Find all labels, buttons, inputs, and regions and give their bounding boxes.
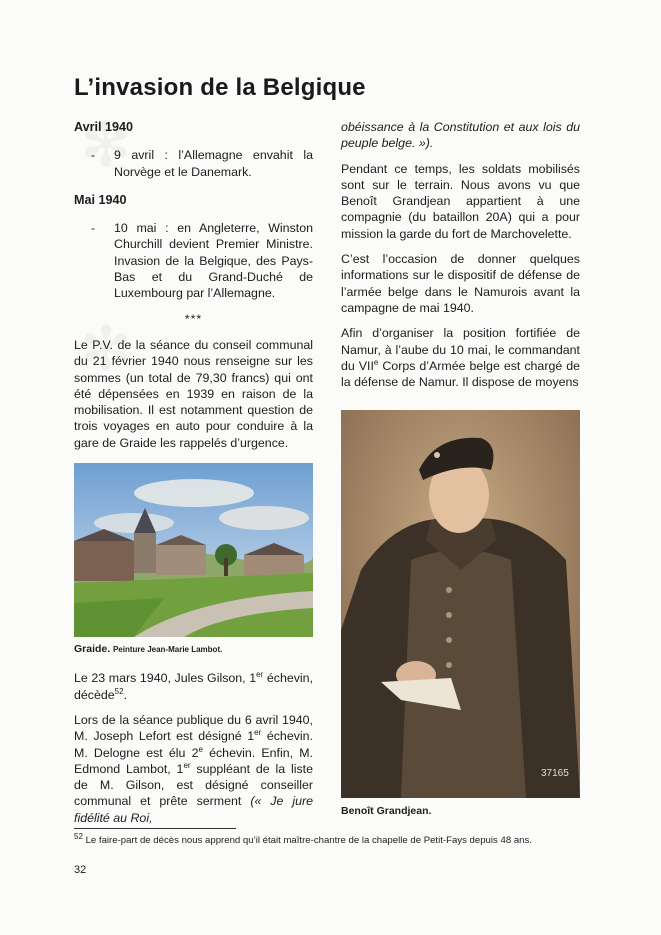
right-column <box>341 119 580 399</box>
footnote-number: 52 <box>74 831 83 841</box>
text-span: Lors de la séance publique du 6 avril 1940, M. Joseph Lefort est désigné 1 <box>74 712 313 744</box>
bullet-dash: - <box>91 148 96 163</box>
superscript: e <box>373 357 379 367</box>
footnote <box>74 831 594 846</box>
paragraph-namur <box>341 325 580 390</box>
portrait-number: 37165 <box>541 768 569 779</box>
text-span: Corps d’Armée belge est chargé de la défense de Namur. Il dispose de moyens <box>341 358 581 390</box>
text-span: échevin. Enfin, M. Edmond Lambot, 1 <box>74 745 313 776</box>
left-column <box>74 119 313 835</box>
portrait-caption: Benoît Grandjean. <box>341 805 432 817</box>
soldier-portrait <box>341 410 580 798</box>
footnote-text: Le faire-part de décès nous apprend qu’il était maître-chantre de la chapelle de Petit-Fays depuis 48 ans. <box>82 835 532 846</box>
text-span: Le 23 mars 1940, Jules Gilson, 1 <box>74 671 257 686</box>
paragraph-seance-avril <box>74 712 313 826</box>
text-span: échevin, décède <box>74 671 314 702</box>
heading-avril-1940: Avril 1940 <box>74 120 134 134</box>
heading-mai-1940: Mai 1940 <box>74 192 127 207</box>
caption-place: Graide. <box>74 643 111 656</box>
footnote-divider <box>74 828 236 829</box>
text-span: échevin. M. Delogne est élu 2 <box>74 729 313 760</box>
village-painting <box>74 463 313 637</box>
bullet-text: 10 mai : en Angleterre, Winston Churchill devient Premier Ministre. Invasion de la Belgique, des Pays-Bas et du Grand-Duché de Luxembourg par l’Allemagne. <box>114 221 313 301</box>
text-span: Afin d’organiser la position fortifiée de Namur, à l’aube du 10 mai, le commandant du VII <box>341 326 580 373</box>
superscript: er <box>256 670 264 680</box>
paragraph-oath-end: obéissance à la Constitution et aux lois du peuple belge. »). <box>341 120 580 151</box>
oath-quote: (« Je jure fidélité au Roi, <box>74 794 313 825</box>
superscript: er <box>254 728 262 738</box>
village-caption <box>74 641 313 658</box>
superscript: er <box>183 760 191 770</box>
bullet-item <box>74 147 313 180</box>
text-span: suppléant de la liste de M. Gilson, est désigné conseiller communal et prête serment <box>74 761 313 809</box>
footnote-ref[interactable]: 52 <box>114 686 124 696</box>
soldier-portrait-image <box>341 410 580 798</box>
section-separator: *** <box>184 311 203 326</box>
text-span: . <box>123 687 128 702</box>
bullet-item <box>74 220 313 301</box>
superscript: e <box>198 744 203 754</box>
page-number: 32 <box>74 864 87 876</box>
caption-credit: Peinture Jean-Marie Lambot. <box>112 645 223 655</box>
paragraph-dispositif: C’est l’occasion de donner quelques informations sur le dispositif de défense de l’armée belge dans le Namurois avant la campagne de mai 1940. <box>341 252 580 315</box>
bullet-dash: - <box>91 221 96 236</box>
village-painting-image <box>74 463 313 637</box>
paragraph-soldats: Pendant ce temps, les soldats mobilisés sont sur le terrain. Nous avons vu que Benoît Grandjean appartient à une compagnie (du bataillon 20A) qui a pour mission la garde du fort de Marchovelette. <box>341 161 580 241</box>
page-title: L’invasion de la Belgique <box>74 74 366 101</box>
paragraph-pv-seance: Le P.V. de la séance du conseil communal du 21 février 1940 nous renseigne sur les sommes (un total de 79,30 francs) qui ont été dépensées en 1939 en raison de la mobilisation. Il est notamment question de trois voyages en auto pour conduire à la gare de Graide les rappelés d’urgence. <box>74 337 313 450</box>
paragraph-gilson-deces <box>74 670 313 703</box>
bullet-text: 9 avril : l’Allemagne envahit la Norvège et le Danemark. <box>114 148 313 179</box>
